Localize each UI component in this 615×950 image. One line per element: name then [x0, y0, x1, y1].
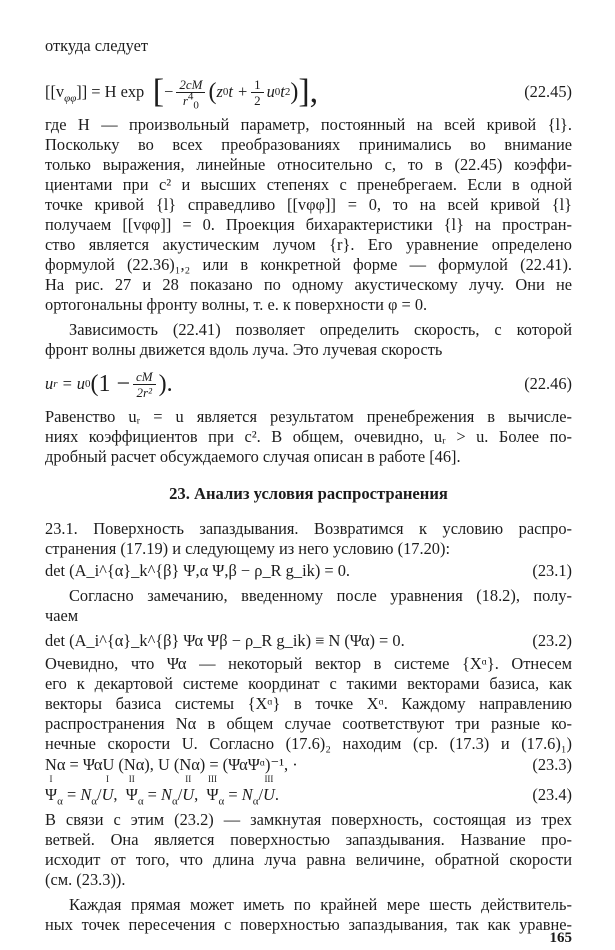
p6-line: распространения Nα в общем случае соответствуют три разные ко-	[45, 714, 572, 733]
p1-line: формулой (22.36)₁,₂ или в конкретной форме — формулой (22.41).	[45, 255, 572, 274]
p7-line: исходит от того, что длина луча равна величине, обратной скорости	[45, 850, 572, 869]
eq-23-3-body: Nα = ΨαU (Nα), U (Nα) = (ΨαΨᵅ)⁻¹, ·	[45, 755, 298, 774]
p6-line: нечные скорости U. Согласно (17.6)₂ находим (ср. (17.3) и (17.6)₁)	[45, 734, 572, 753]
p6-line: его к декартовой системе координат с такими векторами базиса, как	[45, 674, 572, 693]
p1-line: ство является акустическим лучом {r}. Его уравнение определено	[45, 235, 572, 254]
p3-line: дробный расчет обсуждаемого случая описан в работе [46].	[45, 447, 461, 466]
p5-line: чаем	[45, 606, 79, 625]
p4-line: 23.1. Поверхность запаздывания. Возвратимся к условию распро-	[45, 519, 572, 538]
equation-23-2	[45, 630, 572, 652]
p1-line: получаем [[vφφ]] = 0. Проекция бихарактеристики {l} на простран-	[45, 215, 572, 234]
p8-line: Каждая прямая может иметь по крайней мере шесть действитель-	[69, 895, 572, 914]
p1-line: где H — произвольный параметр, постоянный на всей кривой {l}.	[45, 115, 572, 134]
eq-23-1-number: (23.1)	[532, 561, 572, 580]
p7-line: ветвей. Она является поверхностью запаздывания. Название про-	[45, 830, 572, 849]
p1-line: точке кривой {l} справедливо [[vφφ]] = 0, то на всей кривой {l}	[45, 195, 572, 214]
p3-line: Равенство uᵣ = u является результатом пренебрежения в вычисле-	[45, 407, 572, 426]
eq-22-45-number: (22.45)	[524, 82, 572, 101]
p1-line: циентами при c² и высших степенях c пренебрегаем. Если в одной	[45, 175, 572, 194]
equation-22-45: $[[v_{\varphi\varphi}]] = H$ exp [ − $\frac{2cM}{r^4_0}$ ( z 0 t + $\frac{1}{2}$ u 0 t 2 ) ], (22.45)	[45, 73, 572, 112]
p7-line: (см. (23.3)).	[45, 870, 126, 889]
eq-22-45-fraction: $\frac{2cM}{r^4_0}$	[176, 77, 205, 108]
p7-line: В связи с этим (23.2) — замкнутая поверхность, состоящая из трех	[45, 810, 572, 829]
eq-23-2-number: (23.2)	[532, 631, 572, 650]
p1-line: только выражения, линейные относительно c, то в (22.45) коэффи-	[45, 155, 572, 174]
p1-line: На рис. 27 и 28 показано по одному акустическому лучу. Они не	[45, 275, 572, 294]
equation-22-46: u r = u 0 (1 − $\frac{cM}{\text{2r²}}$ ). (22.46)	[45, 368, 572, 400]
eq-22-46-fraction: $\frac{cM}{\text{2r²}}$	[133, 369, 156, 400]
p5-line: Согласно замечанию, введенному после уравнения (18.2), полу-	[69, 586, 572, 605]
p6-line: векторы базиса системы {Xᵅ} в точке Xᵅ. Каждому направлению	[45, 694, 572, 713]
eq-23-3-number: (23.3)	[532, 755, 572, 774]
p3-line: ниях коэффициентов при c². В общем, очевидно, uᵣ > u. Более по-	[45, 427, 572, 446]
p2-line: фронт волны движется вдоль луча. Это лучевая скорость	[45, 340, 443, 359]
eq-22-46-number: (22.46)	[524, 374, 572, 393]
intro-line: откуда следует	[45, 36, 149, 55]
eq-23-4-number: (23.4)	[532, 785, 572, 804]
eq-23-4-body: I $\Psi_\alpha = N_\alpha/$ I U, II $\Psi_\alpha = N_\alpha/$ II U, III $\Psi_\alpha = N_\alpha/$ III U.	[45, 774, 279, 808]
equation-23-1	[45, 560, 572, 582]
p1-line: Поскольку во всех преобразованиях принимались во внимание	[45, 135, 572, 154]
equation-23-3	[45, 754, 572, 776]
p2-line: Зависимость (22.41) позволяет определить скорость, с которой	[69, 320, 572, 339]
p1-line: ортогональны фронту волны, т. е. к поверхности φ = 0.	[45, 295, 428, 314]
page-number: 165	[549, 930, 572, 946]
eq-22-45-half: $\frac{1}{2}$	[251, 77, 264, 108]
section-heading: 23. Анализ условия распространения	[169, 484, 448, 503]
equation-23-4	[45, 774, 572, 808]
eq-23-2-body: det (A_i^{α}_k^{β} Ψα Ψβ − ρ_R g_ik) ≡ N (Ψα) = 0.	[45, 631, 405, 650]
eq-22-45-lhs: $[[v_{\varphi\varphi}]] = H$ exp	[45, 82, 145, 105]
p8-line: ных точек пересечения с поверхностью запаздывания, так как уравне-	[45, 915, 572, 934]
p4-line: странения (17.19) и следующему из него условию (17.20):	[45, 539, 450, 558]
eq-23-1-body: det (A_i^{α}_k^{β} Ψ,α Ψ,β − ρ_R g_ik) = 0.	[45, 561, 351, 580]
p6-line: Очевидно, что Ψα — некоторый вектор в системе {Xᵅ}. Отнесем	[45, 654, 572, 673]
